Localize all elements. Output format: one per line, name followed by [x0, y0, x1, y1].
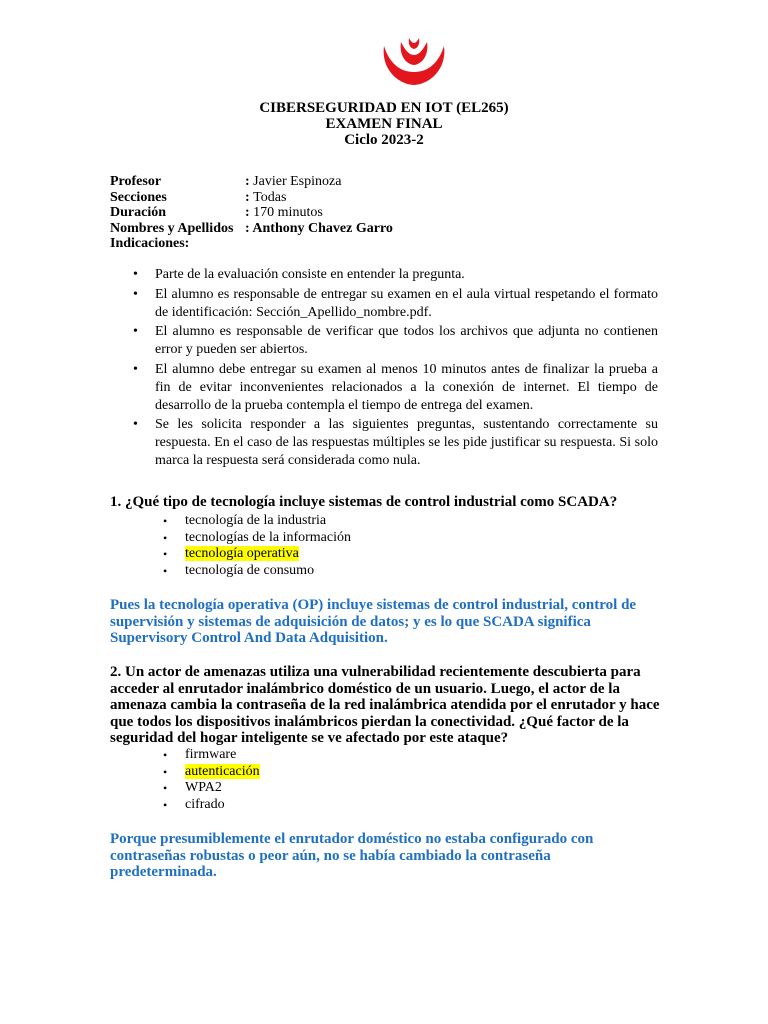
university-logo — [379, 38, 449, 88]
info-value: : Anthony Chavez Garro — [245, 221, 393, 237]
option: • WPA2 — [163, 780, 260, 797]
option-selected: • tecnología operativa — [163, 546, 351, 563]
info-label: Profesor — [110, 174, 162, 189]
question-2-options — [163, 747, 260, 813]
info-value: : Todas — [245, 190, 286, 206]
info-label: Nombres y Apellidos — [110, 220, 234, 236]
option: • tecnología de consumo — [163, 563, 351, 580]
option: • firmware — [163, 747, 260, 764]
answer-2: Porque presumiblemente el enrutador doméstico no estaba configurado con contraseñas robustas o peor aún, no se había cambiado la contraseña predeterminada. — [110, 831, 594, 880]
list-item: • Se les solicita responder a las siguientes preguntas, sustentando correctamente su respuesta. En el caso de las respuestas múltiples se les pide justificar su respuesta. Si solo marca la respuesta será considerada como nula. — [133, 416, 658, 469]
option: • tecnologías de la información — [163, 530, 351, 547]
info-row-professor — [110, 174, 393, 190]
info-value: : 170 minutos — [245, 205, 323, 221]
list-item: • Parte de la evaluación consiste en entender la pregunta. — [133, 266, 658, 284]
question-1: 1. ¿Qué tipo de tecnología incluye sistemas de control industrial como SCADA? — [110, 494, 618, 510]
list-item: • El alumno es responsable de verificar que todos los archivos que adjunta no contienen error y pueden ser abiertos. — [133, 323, 658, 359]
option: • tecnología de la industria — [163, 513, 351, 530]
indications-label: Indicaciones: — [110, 236, 190, 251]
answer-1: Pues la tecnología operativa (OP) incluye sistemas de control industrial, control de supervisión y sistemas de adquisición de datos; y es lo que SCADA significa Supervisory Control And Data Adquisition. — [110, 597, 637, 646]
info-label: Duración — [110, 205, 166, 221]
option: • cifrado — [163, 797, 260, 814]
exam-info — [110, 174, 393, 236]
cycle-title: Ciclo 2023-2 — [344, 132, 424, 148]
exam-title: EXAMEN FINAL — [325, 116, 443, 132]
question-1-options — [163, 513, 351, 579]
info-row-name — [110, 221, 393, 237]
info-label: Secciones — [110, 189, 167, 205]
info-value: : Javier Espinoza — [245, 174, 341, 190]
list-item: • El alumno debe entregar su examen al menos 10 minutos antes de finalizar la prueba a fin de evitar inconvenientes relacionados a la conexión de internet. El tiempo de desarrollo de la prueba contempla el tiempo de entrega del examen. — [133, 361, 658, 414]
info-row-duration — [110, 205, 393, 221]
option-selected: • autenticación — [163, 764, 260, 781]
info-row-sections — [110, 190, 393, 206]
question-2: 2. Un actor de amenazas utiliza una vulnerabilidad recientemente descubierta para acceder al enrutador inalámbrico doméstico de un usuario. Luego, el actor de la amenaza cambia la contraseña de la red inalámbrica atendida por el enrutador y hace que todos los dispositivos inalámbricos pierdan la conectividad. ¿Qué factor de la seguridad del hogar inteligente se ve afectado por este ataque? — [110, 664, 660, 746]
indications-list — [133, 266, 658, 472]
list-item: • El alumno es responsable de entregar su examen en el aula virtual respetando el formato de identificación: Sección_Apellido_nombre.pdf. — [133, 286, 658, 322]
course-title: CIBERSEGURIDAD EN IOT (EL265) — [259, 100, 509, 116]
